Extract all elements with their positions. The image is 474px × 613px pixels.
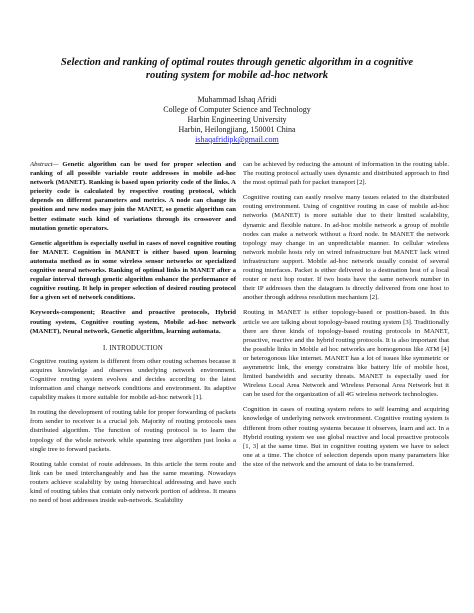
title-line-2: routing system for mobile ad-hoc network (145, 70, 329, 81)
author-email-link[interactable]: ishaqafridipk@gmail.com (195, 135, 279, 144)
right-paragraph-4: Cognition in cases of routing system refers to self learning and acquiring knowledge of underlying network environment. Cognitive routing system is different from other routing systems because it observes, learn and act. In a Hybrid routing system we use global reactive and local proactive protocols [1, 3] at the same time. But in cognitive routing system we have to select one at a time. The choice of selection depends upon many parameters like the size of the network and the amount of data to be transferred. (243, 406, 449, 468)
abstract-label: Abstract— (30, 161, 59, 168)
author-block (137, 95, 337, 145)
author-name: Muhammad Ishaq Afridi (197, 95, 277, 104)
intro-paragraph-2: In routing the development of routing table for proper forwarding of packets from sender to receiver is a crucial job. Majority of routing protocols uses distributed algorithm. The function of routing protocol is to learn the topology of the whole network while spanning tree algorithm just looks a single tree to forward packets. (30, 409, 236, 453)
intro-paragraph-1: Cognitive routing system is different from other routing schemes because it acquires knowledge and observes underlying network environment. Cognitive routing system evolves and decides according to the latest information and change network conditions and environment. Its adaptive capability makes it more suitable for mobile ad-hoc network [1]. (30, 357, 236, 402)
right-paragraph-1: can be achieved by reducing the amount of information in the routing table. The routing protocol actually uses dynamic and distributed approach to find the most optimal path for packet transport [2]. (243, 161, 449, 187)
affiliation-university: Harbin Engineering University (187, 115, 287, 124)
author-address: Harbin, Heilongjiang, 150001 China (178, 125, 296, 134)
abstract-paragraph-2: Genetic algorithm is especially useful in cases of novel cognitive routing for MANET. Cognition in MANET is either based upon learning automata method as in some wireless sensor networks or specialized cognitive neural networks. Ranking of optimal links in MANET after a regular interval through genetic algorithm enhance the performance of cognitive routing. It help in proper selection of desired routing protocol for a given set of network conditions. (30, 239, 236, 302)
right-paragraph-3: Routing in MANET is either topology-based or position-based. In this article we are talking about topology-based routing system [3]. Traditionally there are three kinds of topology-based routing protocols in MANET, proactive, reactive and the hybrid routing protocols. It is also important that the possible links in Mobile ad hoc networks are homogenous like ATM [4] or heterogonous like internet. MANET has a lot of issues like symmetric or asymmetric link, the energy constrains like battery life of mobile host, limited bandwidth and security threats. MANET is especially used for Wireless Local Area Network and Wireless Personal Area Network but it can be used for the organization of all 4G wireless network technologies. (243, 309, 449, 399)
intro-paragraph-3: Routing table consist of route addresses. In this article the term route and link can be used interchangeably and has the same meaning. Nowadays routers achieve scalability by using hierarchical addressing and have such kind of routing tables that contain only network portion of address. It means no need of host addresses inside sub-network. Scalability (30, 460, 236, 505)
left-column (30, 160, 236, 511)
affiliation-college: College of Computer Science and Technology (163, 105, 311, 114)
keywords-paragraph: Keywords-component; Reactive and proactive protocols, Hybrid routing system, Cognitive routing system, Mobile ad-hoc network (MANET), Neural network, Genetic algorithm, learning automata. (30, 309, 236, 335)
section-heading-introduction: I. INTRODUCTION (102, 344, 163, 352)
right-column (243, 160, 449, 475)
title-line-1: Selection and ranking of optimal routes through genetic algorithm in a cognitive (60, 57, 414, 68)
abstract-text: Genetic algorithm can be used for proper selection and ranking of all possible variable route addresses in mobile ad-hoc network (MANET). Ranking is based upon priority code of the links. A priority code is calculated by respective routing protocol, which depends on different parameters and metrics. A node can change its position and new nodes may join the MANET, so genetic algorithm can better estimate such kind of variations through its crossover and mutation genetic operators. (30, 161, 236, 232)
paper-title (30, 56, 444, 82)
right-paragraph-2: Cognitive routing can easily resolve many issues related to the distributed routing environment. Using of cognitive routing in case of mobile ad-hoc networks (MANET) is more suitable due to their limited scalability, dynamic and flexible nature. In ad-hoc mobile network a group of mobile nodes can make a network without a fixed node. In MANET the network topology may change in an unpredictable manner. In cellular wireless network mobile hosts rely on wired infrastructure but MANET lack wired infrastructure support. Mobile ad-hoc network usually consist of several routing interfaces. Packet is either delivered to a destination host of a local router or next hop router. If two hosts have the same network number in their IP addresses then the datagram is directly delivered from one host to another through address resolution mechanism [2]. (243, 194, 449, 302)
abstract-paragraph (30, 160, 236, 233)
